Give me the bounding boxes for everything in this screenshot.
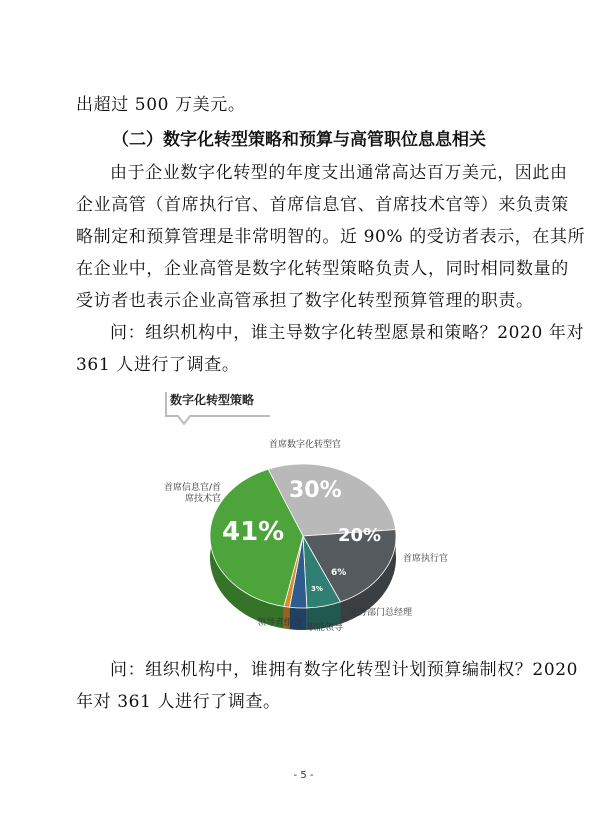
data-label-cdo: 30% [289,478,342,503]
text-line: 问：组织机构中，谁拥有数字化转型计划预算编制权？2020 [110,660,579,680]
legend-label-cdo: 首席数字化转型官 [269,440,342,450]
legend-label-ceo: 首席执行官 [403,554,449,564]
text-line: 出超过 500 万美元。 [76,95,246,115]
text-line: 略制定和预算管理是非常明智的。近 90% 的受访者表示，在其所 [76,227,586,247]
text-line: 受访者也表示企业高管承担了数字化转型预算管理的职责。 [76,291,534,311]
data-label-functional-lead: 3% [311,585,323,593]
page-number: - 5 - [293,770,314,781]
data-label-bu-gm: 6% [331,568,347,578]
text-line: 由于企业数字化转型的年度支出通常高达百万美元，因此由 [110,163,568,183]
data-label-cio-cto: 41% [222,517,285,547]
legend-label-leader-combo: 领导者组合 [257,618,303,628]
pie-chart [160,388,460,640]
legend-label-functional-lead: 职能领导 [307,623,344,633]
text-line: 361 人进行了调查。 [76,355,240,375]
section-heading: （二）数字化转型策略和预算与高管职位息息相关 [112,130,486,150]
legend-label-bu-gm: 业务部门总经理 [349,608,413,618]
text-line: 在企业中，企业高管是数字化转型策略负责人，同时相同数量的 [76,259,569,279]
chart-title: 数字化转型策略 [170,393,255,407]
text-line: 企业高管（首席执行官、首席信息官、首席技术官等）来负责策 [76,195,569,215]
text-line: 问：组织机构中，谁主导数字化转型愿景和策略？2020 年对 [110,323,585,343]
text-line: 年对 361 人进行了调查。 [76,692,281,712]
data-label-ceo: 20% [338,525,382,546]
legend-label-cio-cto: 首席信息官/首席技术官 [163,483,221,504]
